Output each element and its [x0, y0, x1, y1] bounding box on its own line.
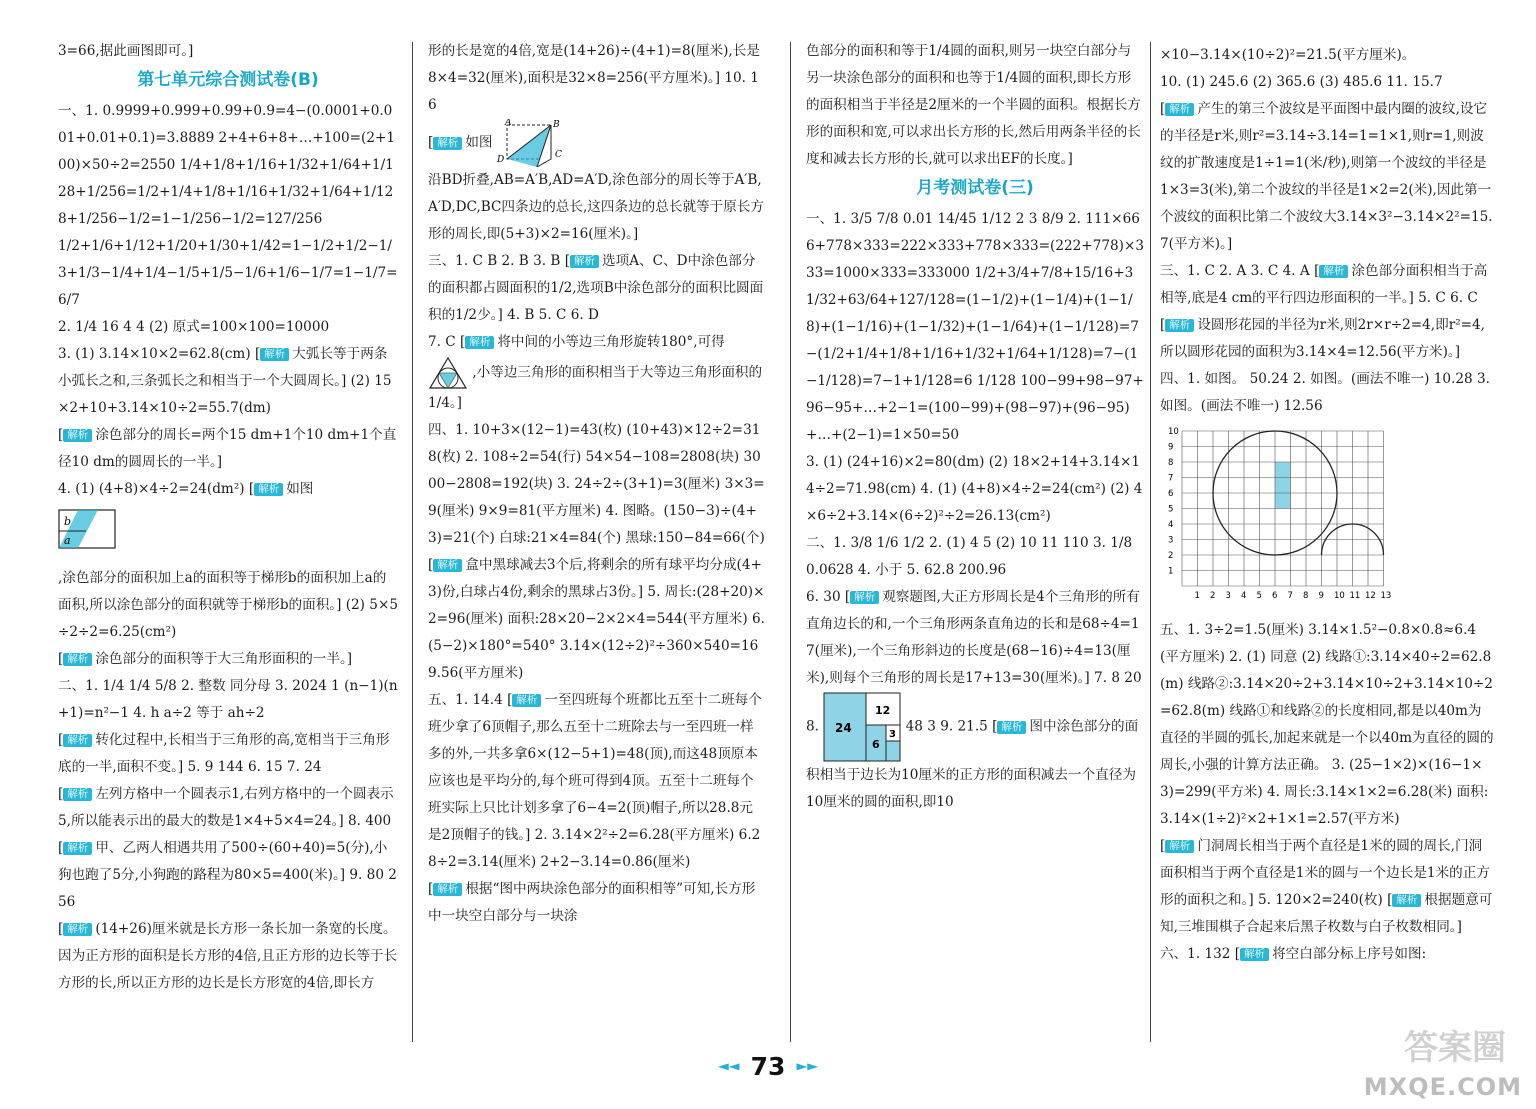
- answer-line: [ 解析 设圆形花园的半径为r米,则2r×r÷2=4,即r²=4,所以圆形花园的面积为3.14×4=12.56(平方米)。]: [1160, 317, 1485, 360]
- answer-line: 四、1. 10+3×(12−1)=43(枚) (10+43)×12÷2=318(枚) 2. 108÷2=54(行) 54×54−108=2808(块) 3000−2808=192(块) 3. 24÷2÷(3+1)=3(厘米) 3×3=9(厘米) 9×9=81(平方厘米) 4. 图略。(150−3)÷(4+3)=21(个) 白球:21×4=84(个) 黑球:150−84=66(个): [428, 422, 765, 546]
- x-tick-label: 4: [1241, 591, 1247, 601]
- column-divider: [1150, 42, 1151, 1042]
- y-tick-label: 1: [1168, 566, 1174, 577]
- answer-line: 四、1. 如图。 50.24 2. 如图。(画法不唯一) 10.28 3. 如图。(画法不唯一) 12.56: [1160, 371, 1490, 414]
- y-tick-label: 9: [1168, 442, 1174, 453]
- column-divider: [790, 42, 791, 1042]
- fold-figure: [497, 119, 577, 167]
- answer-line: 三、1. C B 2. B 3. B [ 解析 选项A、C、D中涂色部分的面积都占圆面积的1/2,选项B中涂色部分的面积比圆面积的1/2少。] 4. B 5. C 6. D: [428, 253, 764, 323]
- answer-line: 8. 24 12 6 3 48 3 9. 21.5 [ 解析 图中涂色部分的面积相当于边长为10厘米的正方形的面积减去一个直径为10厘米的圆的面积,即10: [806, 692, 1144, 816]
- y-tick-label: 3: [1168, 535, 1174, 546]
- answer-line: ×10−3.14×(10÷2)²=21.5(平方厘米)。: [1160, 47, 1416, 63]
- triangle-figure: [428, 356, 468, 390]
- answer-line: 三、1. C 2. A 3. C 4. A [ 解析 涂色部分面积相当于高相等,底是4 cm的平行四边形面积的一半。] 5. C 6. C: [1160, 263, 1488, 306]
- answer-line: 7. C [ 解析 将中间的小等边三角形旋转180°,可得 ,小等边三角形的面积相当于大等边三角形面积的1/4。]: [428, 334, 763, 411]
- answer-line: [ 解析 根据“图中两块涂色部分的面积相等”可知,长方形中一块空白部分与一块涂: [428, 881, 756, 924]
- analysis-tag: 解析: [433, 883, 462, 896]
- y-tick-label: 6: [1168, 489, 1174, 499]
- answer-line: [ 解析 产生的第三个波纹是平面图中最内圈的波纹,设它的半径是r米,则r²=3.14÷3.14=1=1×1,则r=1,则波纹的扩散速度是1÷1=1(米/秒),则第一个波纹的半径是1×3=3(米),第二个波纹的半径是1×2=2(米),因此第一个波纹的面积比第二个波纹大3.14×3²−3.14×2²=15.7(平方米)。]: [1160, 101, 1493, 252]
- answer-line: 五、1. 3÷2=1.5(厘米) 3.14×1.5²−0.8×0.8≈6.4(平方厘米) 2. (1) 同意 (2) 线路①:3.14×40÷2=62.8(m) 线路②:3.14×20÷2+3.14×10÷2+3.14×10÷2=62.8(m) 线路①和线路②的长度相同,都是以40m为直径的半圆的弧长,加起来就是一个以40m为直径的圆的周长,小强的计算方法正确。 3. (25−1×2)×(16−1×3)=299(平方米) 4. 周长:3.14×1×2=6.28(米) 面积:3.14×(1÷2)²×2+1×1=2.57(平方米): [1160, 622, 1494, 827]
- y-tick-label: 8: [1168, 458, 1174, 468]
- square-label: 24: [835, 721, 853, 735]
- grid-figure: [1160, 426, 1494, 611]
- analysis-tag: 解析: [63, 842, 92, 855]
- svg-text:a: a: [64, 534, 71, 547]
- analysis-tag: 解析: [1240, 948, 1269, 961]
- watermark-site: MXQE.COM: [1363, 1073, 1522, 1101]
- shaded-cell: [1275, 462, 1291, 509]
- square-label: 12: [875, 704, 891, 717]
- answer-line: [ 解析 如图 A B D C: [428, 119, 766, 167]
- analysis-tag: 解析: [1165, 840, 1194, 853]
- answer-line: 六、1. 132 [ 解析 将空白部分标上序号如图:: [1160, 946, 1427, 962]
- svg-text:b: b: [64, 515, 72, 528]
- section-heading: 第七单元综合测试卷(B): [137, 70, 319, 90]
- answer-line: 一、1. 3/5 7/8 0.01 14/45 1/12 2 3 8/9 2. 111×666+778×333=222×333+778×333=(222+778)×333=1000×333=333000 1/2+3/4+7/8+15/16+31/32+63/64+127/128=(1−1/2)+(1−1/4)+(1−1/8)+(1−1/16)+(1−1/32)+(1−1/64)+(1−1/128)=7−(1/2+1/4+1/8+1/16+1/32+1/64+1/128)=7−(1−1/128)=7−1+1/128=6 1/128 100−99+98−97+96−95+…+2−1=(100−99)+(98−97)+(96−95)+…+(2−1)=1×50=50: [806, 211, 1144, 443]
- analysis-tag: 解析: [512, 694, 541, 707]
- analysis-tag: 解析: [433, 559, 462, 572]
- answer-line: 10. (1) 245.6 (2) 365.6 (3) 485.6 11. 15.7: [1160, 74, 1443, 90]
- column-1: [58, 38, 398, 997]
- square-label: 6: [872, 738, 880, 751]
- x-tick-label: 13: [1380, 591, 1392, 601]
- svg-text:C: C: [554, 150, 562, 160]
- column-3: [806, 38, 1144, 816]
- analysis-tag: 解析: [1165, 319, 1194, 332]
- x-tick-label: 6: [1272, 591, 1278, 601]
- x-tick-label: 12: [1365, 591, 1376, 601]
- x-tick-label: 7: [1287, 591, 1293, 601]
- x-tick-label: 5: [1256, 591, 1262, 601]
- answer-line: [ 解析 甲、乙两人相遇共用了500÷(60+40)=5(分),小狗也跑了5分,小狗跑的路程为80×5=400(米)。] 9. 80 256: [58, 840, 397, 910]
- answer-line: 3. (1) (24+16)×2=80(dm) (2) 18×2+14+3.14×14÷2=71.98(cm) 4. (1) (4+8)×4÷2=24(cm²) (2) 4×6÷2+3.14×(6÷2)²÷2=26.13(cm²): [806, 454, 1143, 524]
- analysis-tag: 解析: [1392, 894, 1421, 907]
- answer-line: [ 解析 门洞周长相当于两个直径是1米的圆的周长,门洞面积相当于两个直径是1米的圆与一个边长是1米的正方形的面积之和。] 5. 120×2=240(枚) [ 解析 根据题意可知,三堆围棋子合起来后黑子枚数与白子枚数相同。]: [1160, 838, 1493, 935]
- y-tick-label: 7: [1168, 473, 1174, 484]
- answer-line: [ 解析 涂色部分的周长=两个15 dm+1个10 dm+1个直径10 dm的圆周长的一半。]: [58, 427, 397, 470]
- answer-line: 6. 30 [ 解析 观察题图,大正方形周长是4个三角形的所有直角边长的和,一个三角形两条直角边的长和是68÷4=17(厘米),一个三角形斜边的长度是(68−16)÷4=13(厘米),则每个三角形的周长是17+13=30(厘米)。] 7. 8 20: [806, 589, 1142, 686]
- answer-line: 二、1. 3/8 1/6 1/2 2. (1) 4 5 (2) 10 11 110 3. 1/8 0.0628 4. 小于 5. 62.8 200.96: [806, 535, 1133, 578]
- svg-text:D: D: [496, 155, 505, 165]
- column-divider: [412, 42, 413, 1042]
- answer-line: 五、1. 14.4 [ 解析 一至四班每个班都比五至十二班每个班少拿了6顶帽子,那么五至十二班除去与一至四班一样多的外,一共多拿6×(12−5+1)=48(顶),而这48顶原本应该也是平均分的,每个班可得到4顶。五至十二班每个班实际上只比计划多拿了6−4=2(顶)帽子,所以28.8元是2顶帽子的钱。] 2. 3.14×2²÷2=6.28(平方厘米) 6.28÷2=3.14(厘米) 2+2−3.14=0.86(厘米): [428, 692, 762, 870]
- y-tick-label: 5: [1168, 504, 1174, 515]
- svg-text:A: A: [504, 119, 512, 128]
- x-tick-label: 1: [1194, 591, 1200, 601]
- analysis-tag: 解析: [465, 336, 494, 349]
- answer-line: [ 解析 涂色部分的面积等于大三角形面积的一半。]: [58, 651, 353, 667]
- analysis-tag: 解析: [997, 721, 1026, 734]
- next-arrow-icon: ►►: [796, 1058, 819, 1075]
- watermark-logo: 答案圈: [1404, 1028, 1506, 1068]
- analysis-tag: 解析: [254, 483, 283, 496]
- answer-line: [ 解析 转化过程中,长相当于三角形的高,宽相当于三角形底的一半,面积不变。] 5. 9 144 6. 15 7. 24: [58, 732, 390, 775]
- answer-line: 4. (1) (4+8)×4÷2=24(dm²) [ 解析 如图: [58, 481, 314, 497]
- analysis-tag: 解析: [1319, 265, 1348, 278]
- answer-line: ,涂色部分的面积加上a的面积等于梯形b的面积加上a的面积,所以涂色部分的面积就等于梯形b的面积。] (2) 5×5÷2÷2=6.25(cm²): [58, 570, 398, 640]
- analysis-tag: 解析: [570, 255, 599, 268]
- trapezoid-figure: [58, 509, 398, 559]
- answer-line: 一、1. 0.9999+0.999+0.99+0.9=4−(0.0001+0.001+0.01+0.1)=3.8889 2+4+6+8+…+100=(2+100)×50÷2=2550 1/4+1/8+1/16+1/32+1/64+1/128+1/256=1/2+1/4+1/8+1/16+1/32+1/64+1/128+1/256−1/2=1−1/256−1/2=127/256: [58, 103, 396, 227]
- page-number: 73: [750, 1052, 786, 1081]
- analysis-tag: 解析: [63, 429, 92, 442]
- prev-arrow-icon: ◄◄: [717, 1058, 740, 1075]
- x-tick-label: 10: [1334, 591, 1345, 601]
- answer-line: [ 解析 左列方格中一个圆表示1,右列方格中的一个圆表示5,所以能表示出的最大的数是1×4+5×4=24。] 8. 400: [58, 786, 394, 829]
- intro-line: 3=66,据此画图即可。]: [58, 43, 194, 59]
- answer-line: 2. 1/4 16 4 4 (2) 原式=100×100=10000: [58, 319, 330, 335]
- square-label: 3: [889, 729, 897, 740]
- answer-line: [ 解析 (14+26)厘米就是长方形一条长加一条宽的长度。因为正方形的面积是长方形的4倍,且正方形的边长等于长方形的长,所以正方形的边长是长方形宽的4倍,即长方: [58, 921, 398, 991]
- answer-line: 1/2+1/6+1/12+1/20+1/30+1/42=1−1/2+1/2−1/3+1/3−1/4+1/4−1/5+1/5−1/6+1/6−1/7=1−1/7=6/7: [58, 238, 398, 308]
- x-tick-label: 9: [1318, 591, 1324, 601]
- x-tick-label: 11: [1349, 591, 1361, 601]
- analysis-tag: 解析: [850, 591, 879, 604]
- answer-line: 形的长是宽的4倍,宽是(14+26)÷(4+1)=8(厘米),长是8×4=32(厘米),面积是32×8=256(平方厘米)。] 10. 16: [428, 43, 760, 113]
- y-tick-label: 4: [1168, 520, 1174, 530]
- answer-line: 3. (1) 3.14×10×2=62.8(cm) [ 解析 大弧长等于两条小弧长之和,三条弧长之和相当于一个大圆周长。] (2) 15×2+10+3.14×10÷2=55.7(dm): [58, 346, 392, 416]
- answer-line: [ 解析 盒中黑球减去3个后,将剩余的所有球平均分成(4+3)份,白球占4份,剩余的黑球占3份。] 5. 周长:(28+20)×2=96(厘米) 面积:28×20−2×2×4=544(平方厘米) 6. (5−2)×180°=540° 3.14×(12÷2)²÷360×540=169.56(平方厘米): [428, 557, 765, 681]
- x-tick-label: 8: [1303, 591, 1309, 601]
- analysis-tag: 解析: [433, 137, 462, 150]
- analysis-tag: 解析: [63, 788, 92, 801]
- y-tick-label: 2: [1168, 551, 1174, 561]
- x-tick-label: 3: [1225, 591, 1231, 601]
- analysis-tag: 解析: [63, 923, 92, 936]
- svg-text:B: B: [552, 120, 560, 130]
- column-4: [1160, 42, 1494, 968]
- analysis-tag: 解析: [1165, 103, 1194, 116]
- page-footer: [0, 1052, 1536, 1081]
- answer-line: 色部分的面积和等于1/4圆的面积,则另一块空白部分与另一块涂色部分的面积和也等于1/4圆的面积,即长方形的面积相当于半径是2厘米的一个半圆的面积。根据长方形的面积和宽,可以求出长方形的长,然后用两条半径的长度和减去长方形的长,就可以求出EF的长度。]: [806, 43, 1141, 167]
- y-tick-label: 10: [1168, 427, 1179, 437]
- squares-figure: [823, 692, 901, 762]
- analysis-tag: 解析: [63, 734, 92, 747]
- answer-line: 二、1. 1/4 1/4 5/8 2. 整数 同分母 3. 2024 1 (n−1)(n+1)=n²−1 4. h a÷2 等于 ah÷2: [58, 678, 398, 721]
- analysis-tag: 解析: [260, 348, 289, 361]
- section-heading: 月考测试卷(三): [916, 178, 1034, 198]
- column-2: [428, 38, 766, 930]
- analysis-tag: 解析: [63, 653, 92, 666]
- answer-line: 沿BD折叠,AB=A′B,AD=A′D,涂色部分的周长等于A′B,A′D,DC,BC四条边的总长,这四条边的总长就等于原长方形的周长,即(5+3)×2=16(厘米)。]: [428, 172, 765, 242]
- x-tick-label: 2: [1210, 591, 1216, 601]
